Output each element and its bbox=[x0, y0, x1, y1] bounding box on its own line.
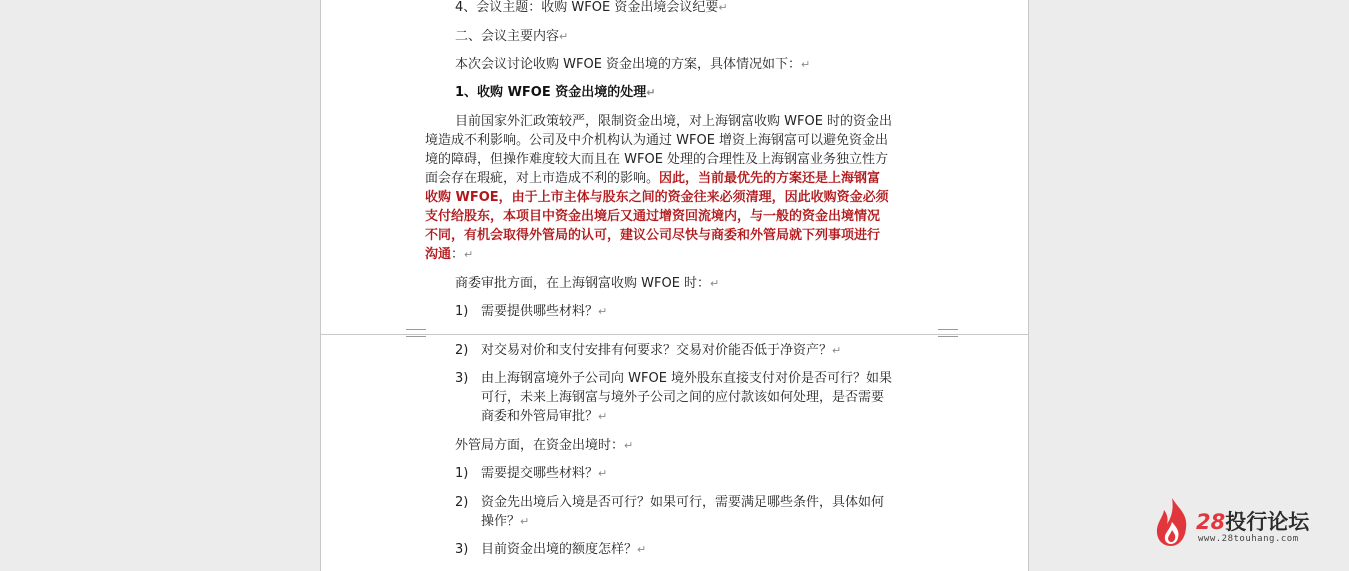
emphasis-line: 收购 WFOE，由于上市主体与股东之间的资金往来必须清理，因此收购资金必须 bbox=[425, 190, 889, 205]
body-line: 面会存在瑕疵，对上市造成不利的影响。因此，当前最优先的方案还是上海钢富 bbox=[425, 171, 881, 186]
list-item: 2) 资金先出境后入境是否可行？如果可行，需要满足哪些条件，具体如何 bbox=[455, 495, 885, 510]
commerce-intro: 商委审批方面，在上海钢富收购 WFOE 时：↵ bbox=[455, 276, 720, 291]
forum-logo-title: 28投行论坛 bbox=[1196, 510, 1310, 534]
list-item-continuation: 可行，未来上海钢富与境外子公司之间的应付款该如何处理，是否需要 bbox=[481, 390, 885, 405]
body-line: 境的障碍，但操作难度较大而且在 WFOE 处理的合理性及上海钢富业务独立性方 bbox=[425, 152, 889, 167]
page-corner-marker-left bbox=[406, 329, 426, 337]
emphasis-line: 不同，有机会取得外管局的认可，建议公司尽快与商委和外管局就下列事项进行 bbox=[425, 228, 881, 243]
safe-intro: 外管局方面，在资金出境时：↵ bbox=[455, 438, 634, 453]
intro-paragraph: 本次会议讨论收购 WFOE 资金出境的方案，具体情况如下：↵ bbox=[455, 57, 811, 72]
emphasis-text: 因此，当前最优先的方案还是上海钢富 bbox=[659, 171, 881, 186]
emphasis-line: 沟通：↵ bbox=[425, 247, 474, 262]
list-item: 2) 对交易对价和支付安排有何要求？交易对价能否低于净资产？↵ bbox=[455, 343, 842, 358]
emphasis-line: 支付给股东，本项目中资金出境后又通过增资回流境内，与一般的资金出境情况 bbox=[425, 209, 881, 224]
list-item: 1) 需要提交哪些材料？↵ bbox=[455, 466, 608, 481]
subheading: 1、收购 WFOE 资金出境的处理↵ bbox=[455, 85, 656, 100]
document-text-area[interactable] bbox=[425, 0, 930, 571]
forum-watermark-logo bbox=[1152, 496, 1332, 548]
section-heading: 二、会议主要内容↵ bbox=[455, 29, 569, 44]
list-item: 3) 目前资金出境的额度怎样？↵ bbox=[455, 542, 647, 557]
body-line: 境造成不利影响。公司及中介机构认为通过 WFOE 增资上海钢富可以避免资金出 bbox=[425, 133, 889, 148]
meeting-topic-line: 4、会议主题：收购 WFOE 资金出境会议纪要↵ bbox=[455, 0, 728, 15]
list-item-continuation: 商委和外管局审批？↵ bbox=[481, 409, 608, 424]
page-corner-marker-right bbox=[938, 329, 958, 337]
body-line: 目前国家外汇政策较严，限制资金出境，对上海钢富收购 WFOE 时的资金出 bbox=[455, 114, 893, 129]
flame-icon bbox=[1152, 496, 1192, 548]
forum-logo-url: www.28touhang.com bbox=[1198, 534, 1299, 544]
list-item-continuation: 操作？↵ bbox=[481, 514, 530, 529]
list-item: 3) 由上海钢富境外子公司向 WFOE 境外股东直接支付对价是否可行？如果 bbox=[455, 371, 893, 386]
list-item: 1) 需要提供哪些材料？↵ bbox=[455, 304, 608, 319]
